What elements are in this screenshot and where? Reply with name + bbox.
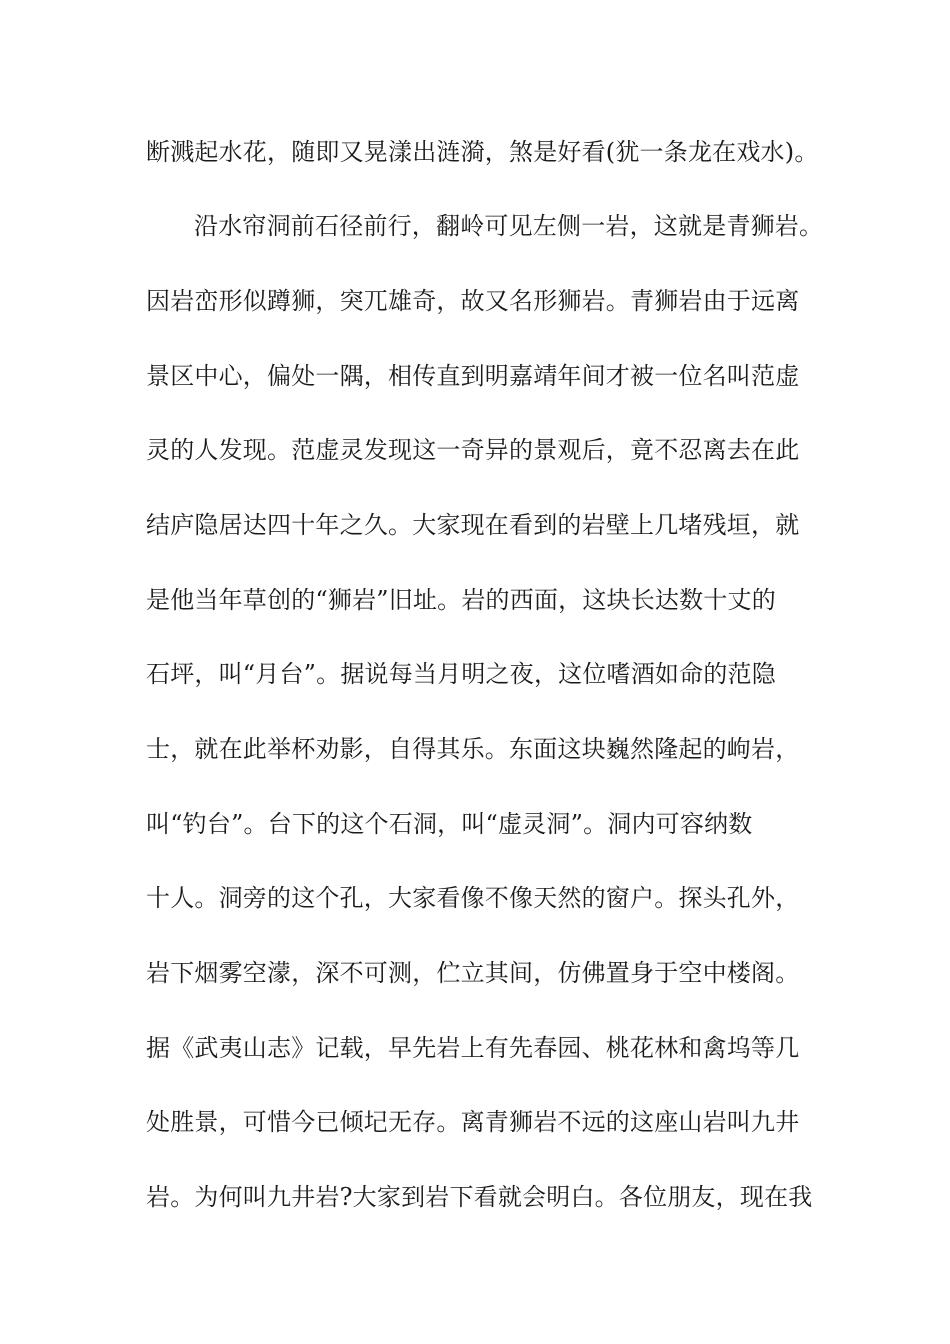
text-line-5: 灵的人发现。范虚灵发现这一奇异的景观后，竟不忍离去在此 [146, 436, 800, 464]
text-line-4: 景区中心，偏处一隅，相传直到明嘉靖年间才被一位名叫范虚 [146, 362, 800, 390]
text-line-7: 是他当年草创的“狮岩”旧址。岩的西面，这块长达数十丈的 [146, 586, 776, 614]
text-line-3: 因岩峦形似蹲狮，突兀雄奇，故又名形狮岩。青狮岩由于远离 [146, 287, 800, 315]
text-line-13: 据《武夷山志》记载，早先岩上有先春园、桃花林和禽坞等几 [146, 1034, 800, 1062]
text-line-15: 岩。为何叫九井岩?大家到岩下看就会明白。各位朋友，现在我 [146, 1183, 813, 1211]
text-line-9: 士，就在此举杯劝影，自得其乐。东面这块巍然隆起的岣岩， [146, 735, 800, 763]
text-line-10: 叫“钓台”。台下的这个石洞，叫“虚灵洞”。洞内可容纳数 [146, 810, 753, 838]
text-line-6: 结庐隐居达四十年之久。大家现在看到的岩壁上几堵残垣，就 [146, 511, 800, 539]
text-line-1: 断溅起水花，随即又晃漾出涟漪，煞是好看(犹一条龙在戏水)。 [146, 138, 819, 166]
text-line-8: 石坪，叫“月台”。据说每当月明之夜，这位嗜酒如命的范隐 [146, 660, 776, 688]
text-line-12: 岩下烟雾空濛，深不可测，伫立其间，仿佛置身于空中楼阁。 [146, 959, 800, 987]
text-line-2: 沿水帘洞前石径前行，翻岭可见左侧一岩，这就是青狮岩。 [194, 212, 824, 240]
text-line-11: 十人。洞旁的这个孔，大家看像不像天然的窗户。探头孔外， [146, 884, 800, 912]
text-line-14: 处胜景，可惜今已倾圮无存。离青狮岩不远的这座山岩叫九井 [146, 1108, 800, 1136]
